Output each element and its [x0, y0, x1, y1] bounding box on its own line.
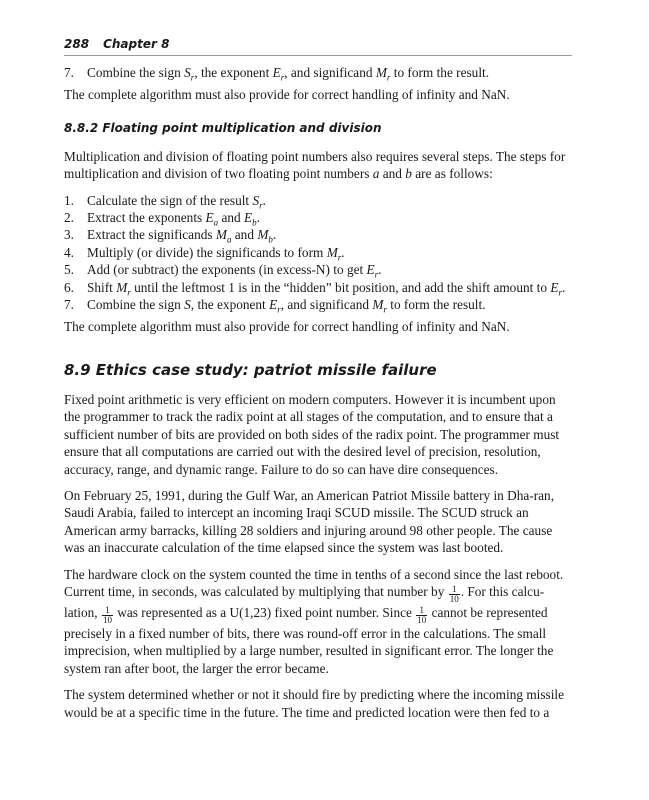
- fraction-one-tenth: $\frac{1}{10}$: [102, 604, 112, 625]
- list-item: 5. Add (or subtract) the exponents (in excess-N) to get $E_r$.: [64, 262, 382, 280]
- subsection-intro: Multiplication and division of floating point numbers also requires several steps. The steps for multiplication and division of two floating point numbers a and b are as follows:: [64, 148, 566, 182]
- subsection-heading: 8.8.2 Floating point multiplication and division: [64, 120, 382, 135]
- fraction-one-tenth: $\frac{1}{10}$: [417, 604, 427, 625]
- list-item: 7. Combine the sign $S_r$, the exponent $E_r$, and significand $M_r$ to form the result.: [64, 65, 490, 83]
- paragraph-1: Fixed point arithmetic is very efficient on modern computers. However it is incumbent upon the programmer to track the radix point at all stages of the computation, and to ensure that a sufficient number of bits are provided on both sides of the radix point. The programmer must ensure that all computations are carried out with the desired level of precision, resolution, accuracy, range, and dynamic range. Failure to do so can have dire consequences.: [64, 391, 560, 477]
- multiplication-steps-list: [64, 192, 572, 314]
- chapter-label: Chapter 8: [103, 37, 170, 51]
- subsection-note: The complete algorithm must also provide for correct handling of infinity and NaN.: [64, 319, 510, 335]
- top-note: The complete algorithm must also provide for correct handling of infinity and NaN.: [64, 87, 510, 103]
- paragraph-4: The system determined whether or not it should fire by predicting where the incoming missile would be at a specific time in the future. The time and predicted location were then fed to a: [64, 687, 564, 720]
- fraction-one-tenth: $\frac{1}{10}$: [449, 583, 459, 604]
- top-steps-list: [64, 64, 572, 81]
- list-item: 7. Combine the sign S, the exponent $E_r$, and significand $M_r$ to form the result.: [64, 297, 486, 315]
- list-item: 3. Extract the significands $M_a$ and $M_b$.: [64, 227, 277, 246]
- list-item: 6. Shift $M_r$ until the leftmost 1 is in the “hidden” bit position, and add the shift amount to $E_r$.: [64, 279, 566, 298]
- list-item: 2. Extract the exponents $E_a$ and $E_b$.: [64, 210, 260, 228]
- list-item: 4. Multiply (or divide) the significands to form $M_r$.: [64, 244, 345, 263]
- section-heading: 8.9 Ethics case study: patriot missile failure: [64, 360, 437, 379]
- running-head: [64, 36, 572, 56]
- paragraph-3: The hardware clock on the system counted the time in tenths of a second since the last reboot. Current time, in seconds, was calculated by multiplying that number by $\frac{1}{10}$ . For this calcu-lation, $\frac{1}{10}$ was represented as a U(1,23) fixed point number. Since $\frac{1}{10}$ cannot be represented precisely in a fixed number of bits, there was round-off error in the calculations. The small imprecision, when multiplied by a large number, resulted in significant error. The longer the system ran after boot, the larger the error became.: [64, 566, 564, 676]
- paragraph-2: On February 25, 1991, during the Gulf War, an American Patriot Missile battery in Dha-ran, Saudi Arabia, failed to intercept an incoming Iraqi SCUD missile. The SCUD struck an American army barracks, killing 28 soldiers and injuring around 98 other people. The cause was an inaccurate calculation of the time elapsed since the system was last booted.: [64, 487, 555, 556]
- page-number: 288: [64, 37, 90, 51]
- list-item: 1. Calculate the sign of the result $S_r$.: [64, 192, 266, 211]
- book-page: [64, 36, 572, 730]
